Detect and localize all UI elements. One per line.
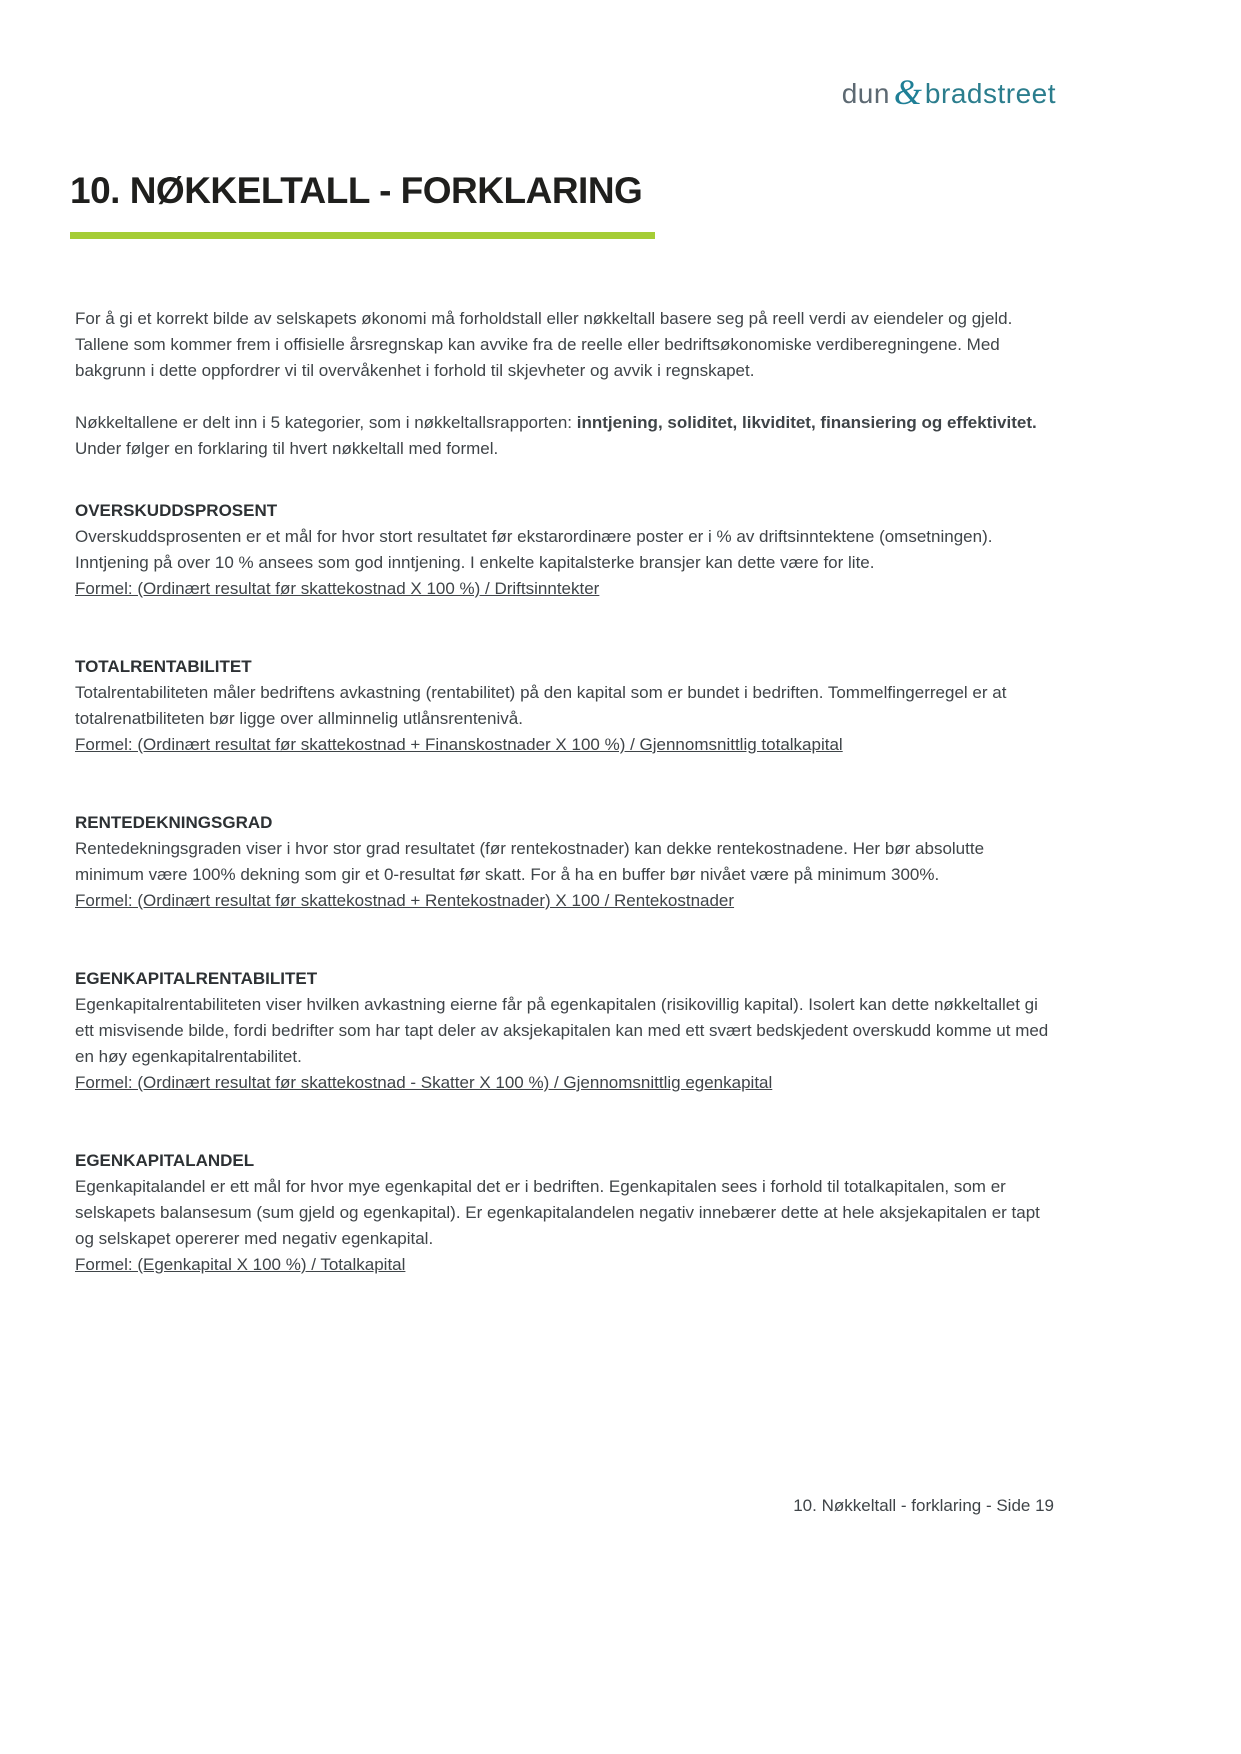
logo-text-dun: dun xyxy=(841,78,890,109)
section-heading: TOTALRENTABILITET xyxy=(75,657,252,676)
logo-ampersand-icon: & xyxy=(893,72,922,112)
section-body: Rentedekningsgraden viser i hvor stor grad resultatet (før rentekostnader) kan dekke rentekostnadene. Her bør absolutte minimum være 100% dekning som gir et 0-resultat før skatt. For å ha en buffer bør nivået være på minimum 300%. xyxy=(75,839,985,884)
page-content xyxy=(75,306,1057,1278)
section-body: Egenkapitalandel er ett mål for hvor mye egenkapital det er i bedriften. Egenkapitalen sees i forhold til totalkapitalen, som er selskapets balansesum (sum gjeld og egenkapital). Er egenkapitalandelen negativ innebærer dette at hele aksjekapitalen er tapt og selskapet opererer med negativ egenkapital. xyxy=(75,1177,1040,1248)
formula-line: Formel: (Egenkapital X 100 %) / Totalkapital xyxy=(75,1255,406,1274)
section-totalrentabilitet xyxy=(75,654,1057,758)
section-heading: EGENKAPITALRENTABILITET xyxy=(75,969,318,988)
section-heading: OVERSKUDDSPROSENT xyxy=(75,501,278,520)
section-body: Egenkapitalrentabiliteten viser hvilken avkastning eierne får på egenkapitalen (risikovillig kapital). Isolert kan dette nøkkeltallet gi ett misvisende bilde, fordi bedrifter som har tapt deler av aksjekapitalen kan med ett svært bedskjedent overskudd komme ut med en høy egenkapitalrentabilitet. xyxy=(75,995,1049,1066)
formula-line: Formel: (Ordinært resultat før skattekostnad - Skatter X 100 %) / Gjennomsnittlig egenkapital xyxy=(75,1073,773,1092)
dun-bradstreet-logo xyxy=(842,70,1056,112)
section-rentedekningsgrad xyxy=(75,810,1057,914)
formula-line: Formel: (Ordinært resultat før skattekostnad X 100 %) / Driftsinntekter xyxy=(75,579,600,598)
intro-paragraph-2-categories: inntjening, soliditet, likviditet, finansiering og effektivitet. xyxy=(576,413,1037,432)
section-overskuddsprosent xyxy=(75,498,1057,602)
section-body: Totalrentabiliteten måler bedriftens avkastning (rentabilitet) på den kapital som er bundet i bedriften. Tommelfingerregel er at totalrenatbiliteten bør ligge over allminnelig utlånsrentenivå. xyxy=(75,683,1007,728)
section-heading: RENTEDEKNINGSGRAD xyxy=(75,813,273,832)
formula-line: Formel: (Ordinært resultat før skattekostnad + Rentekostnader) X 100 / Rentekostnader xyxy=(75,891,735,910)
logo-text-bradstreet: bradstreet xyxy=(924,78,1056,109)
intro-paragraph-2-end: Under følger en forklaring til hvert nøkkeltall med formel. xyxy=(75,439,499,458)
section-egenkapitalandel xyxy=(75,1148,1057,1278)
section-heading: EGENKAPITALANDEL xyxy=(75,1151,255,1170)
section-body: Overskuddsprosenten er et mål for hvor stort resultatet før ekstarordinære poster er i % av driftsinntektene (omsetningen). Inntjening på over 10 % ansees som god inntjening. I enkelte kapitalsterke bransjer kan dette være for lite. xyxy=(75,527,993,572)
intro-paragraph-1: For å gi et korrekt bilde av selskapets økonomi må forholdstall eller nøkkeltall basere seg på reell verdi av eiendeler og gjeld. Tallene som kommer frem i offisielle årsregnskap kan avvike fra de reelle eller bedriftsøkonomiske verdiberegningene. Med bakgrunn i dette oppfordrer vi til overvåkenhet i forhold til skjevheter og avvik i regnskapet. xyxy=(75,309,1013,380)
section-egenkapitalrentabilitet xyxy=(75,966,1057,1096)
intro-paragraph-2 xyxy=(75,410,1057,462)
formula-line: Formel: (Ordinært resultat før skattekostnad + Finanskostnader X 100 %) / Gjennomsnittlig totalkapital xyxy=(75,735,843,754)
intro-paragraph-2-start: Nøkkeltallene er delt inn i 5 kategorier, som i nøkkeltallsrapporten: xyxy=(75,413,577,432)
page-footer: 10. Nøkkeltall - forklaring - Side 19 xyxy=(793,1496,1054,1515)
page-title: 10. NØKKELTALL - FORKLARING xyxy=(70,170,643,211)
title-accent-rule xyxy=(70,232,655,239)
